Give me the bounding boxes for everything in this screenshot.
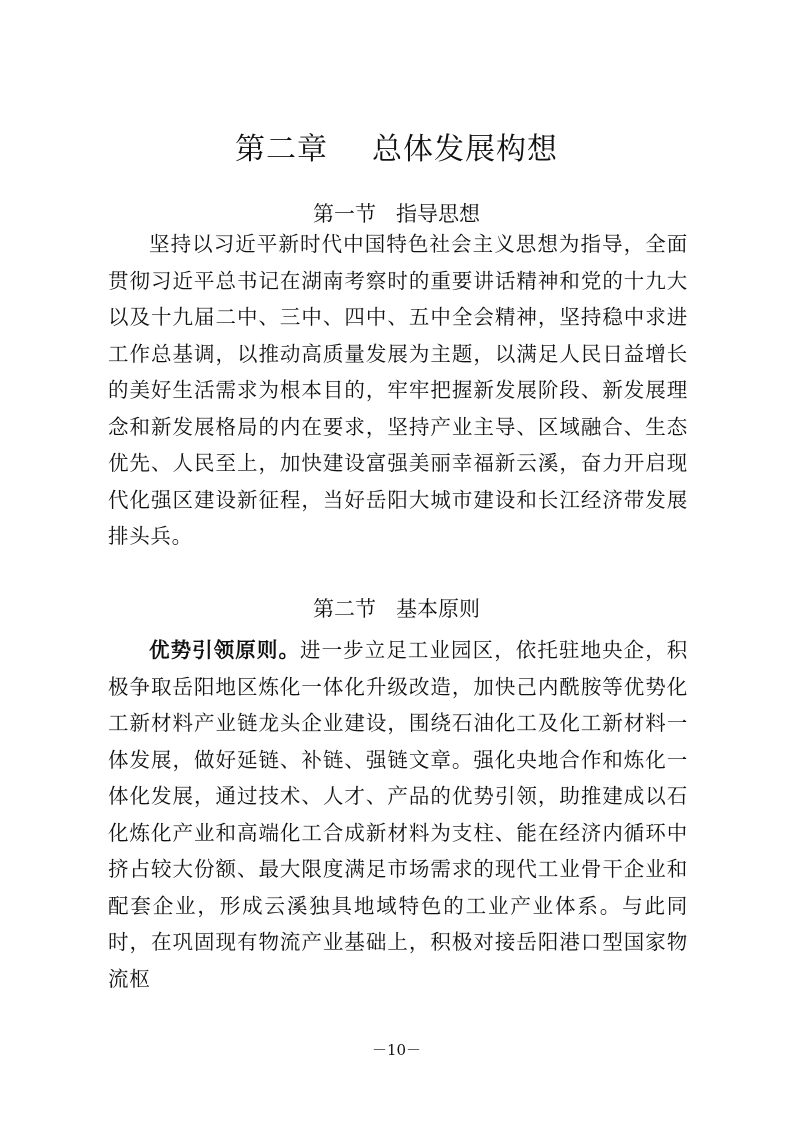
section-number: 第二节 <box>313 597 376 621</box>
section-name: 基本原则 <box>396 597 480 621</box>
chapter-name: 总体发展构想 <box>372 132 558 167</box>
chapter-number: 第二章 <box>235 132 328 167</box>
section-title-guiding-ideology <box>0 199 793 229</box>
principle-text: 进一步立足工业园区，依托驻地央企，积极争取岳阳地区炼化一体化升级改造，加快己内酰胺等优势化工新材料产业链龙头企业建设，围绕石油化工及化工新材料一体发展，做好延链、补链、强链文章。强化央地合作和炼化一体化发展，通过技术、人才、产品的优势引领，助推建成以石化炼化产业和高端化工合成新材料为支柱、能在经济内循环中挤占较大份额、最大限度满足市场需求的现代工业骨干企业和配套企业，形成云溪独具地域特色的工业产业体系。与此同时，在巩固现有物流产业基础上，积极对接岳阳港口型国家物流枢 <box>108 638 688 991</box>
guiding-ideology-paragraph: 坚持以习近平新时代中国特色社会主义思想为指导，全面贯彻习近平总书记在湖南考察时的重要讲话精神和党的十九大以及十九届二中、三中、四中、五中全会精神，坚持稳中求进工作总基调，以推动高质量发展为主题，以满足人民日益增长的美好生活需求为根本目的，牢牢把握新发展阶段、新发展理念和新发展格局的内在要求，坚持产业主导、区域融合、生态优先、人民至上，加快建设富强美丽幸福新云溪，奋力开启现代化强区建设新征程，当好岳阳大城市建设和长江经济带发展排头兵。 <box>108 232 688 548</box>
principle-lead: 优势引领原则。 <box>149 638 301 662</box>
basic-principles-paragraph <box>108 632 688 997</box>
section-title-basic-principles <box>0 594 793 624</box>
section-number: 第一节 <box>313 202 376 226</box>
section-name: 指导思想 <box>396 202 480 226</box>
chapter-title <box>0 128 793 172</box>
page-number: －10－ <box>371 1041 422 1059</box>
